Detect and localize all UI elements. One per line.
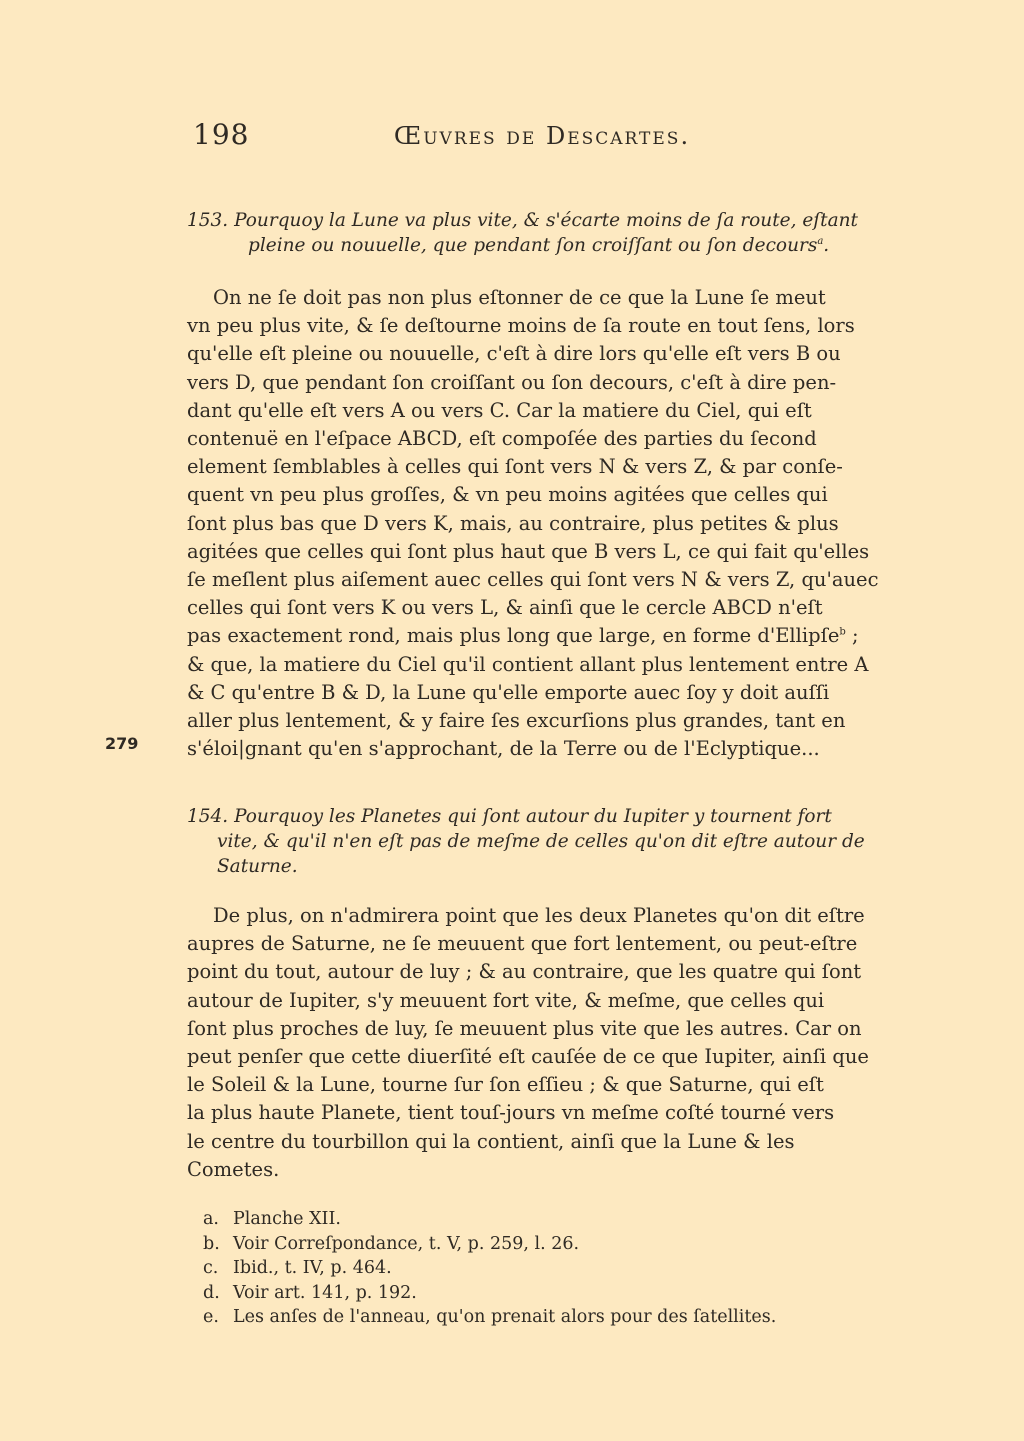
body-line: aupres de Saturne, ne ſe meuuent que fort lentement, ou peut-eſtre — [187, 932, 858, 956]
body-line: autour de Iupiter, s'y meuuent fort vite, & meſme, que celles qui — [187, 988, 825, 1012]
footnote-item: b. Voir Correſpondance, t. V, p. 259, l. 26. — [203, 1233, 580, 1254]
body-line: dant qu'elle eſt vers A ou vers C. Car la matiere du Ciel, qui eſt — [187, 398, 812, 422]
body-line: le centre du tourbillon qui la contient, ainſi que la Lune & les — [187, 1129, 795, 1153]
body-line: vn peu plus vite, & ſe deſtourne moins de ſa route en tout ſens, lors — [187, 314, 855, 338]
page-header — [187, 118, 897, 158]
body-line: element ſemblables à celles qui ſont vers N & vers Z, & par conſe- — [187, 455, 843, 479]
body-line: ſont plus bas que D vers K, mais, au contraire, plus petites & plus — [187, 511, 839, 535]
page-number: 198 — [193, 118, 250, 151]
body-line: le Soleil & la Lune, tourne ſur ſon eſſieu ; & que Saturne, qui eſt — [187, 1073, 824, 1097]
body-line: & C qu'entre B & D, la Lune qu'elle emporte auec ſoy y doit auſſi — [187, 680, 830, 704]
body-line: aller plus lentement, & y faire ſes excurſions plus grandes, tant en — [187, 709, 846, 733]
footnote-item: e. Les anſes de l'anneau, qu'on prenait alors pour des ſatellites. — [203, 1307, 777, 1327]
section-154-heading-line1: Pourquoy les Planetes qui ſont autour du Iupiter y tournent fort — [234, 806, 832, 827]
body-line: s'éloi|gnant qu'en s'approchant, de la Terre ou de l'Eclyptique... — [187, 737, 820, 761]
body-line: la plus haute Planete, tient touſ-jours vn meſme coſté tourné vers — [187, 1101, 835, 1125]
body-line: ſont plus proches de luy, ſe meuuent plus vite que les autres. Car on — [187, 1016, 862, 1040]
section-153-heading: 153. Pourquoy la Lune va plus vite, & s'écarte moins de ſa route, eſtant pleine ou nouuelle, que pendant ſon croiſſant ou ſon decours$^a$. — [187, 210, 858, 256]
body-line: De plus, on n'admirera point que les deux Planetes qu'on dit eſtre — [213, 904, 865, 927]
body-line: celles qui ſont vers K ou vers L, & ainſi que le cercle ABCD n'eſt — [187, 596, 823, 620]
body-line: ſe meſlent plus aiſement auec celles qui ſont vers N & vers Z, qu'auec — [187, 568, 879, 592]
body-line: contenuë en l'eſpace ABCD, eſt compoſée des parties du ſecond — [187, 427, 817, 451]
running-title: Œuvres de Descartes. — [393, 122, 691, 150]
section-154-heading-line3: Saturne. — [217, 856, 298, 877]
body-line: qu'elle eſt pleine ou nouuelle, c'eſt à dire lors qu'elle eſt vers B ou — [187, 342, 841, 366]
section-154-body — [187, 902, 899, 1184]
body-line: vers D, que pendant ſon croiſſant ou ſon decours, c'eſt à dire pen- — [187, 370, 837, 394]
footnotes — [203, 1207, 903, 1330]
body-line: Cometes. — [187, 1157, 280, 1181]
section-154-number: 154. — [187, 806, 229, 827]
section-153-body — [187, 284, 899, 763]
footnote-item: c. Ibid., t. IV, p. 464. — [203, 1258, 392, 1278]
body-line: agitées que celles qui ſont plus haut que B vers L, ce qui fait qu'elles — [187, 539, 870, 563]
body-line: quent vn peu plus groſſes, & vn peu moins agitées que celles qui — [187, 483, 828, 507]
section-154-heading-line2: vite, & qu'il n'en eſt pas de meſme de celles qu'on dit eſtre autour de — [217, 831, 865, 852]
footnote-ref-a: a — [817, 235, 824, 247]
section-153-heading-line2: pleine ou nouuelle, que pendant ſon croiſſant ou ſon decours — [248, 235, 818, 256]
body-line: On ne ſe doit pas non plus eſtonner de ce que la Lune ſe meut — [213, 286, 826, 309]
body-line: peut penſer que cette diuerſité eſt cauſée de ce que Iupiter, ainſi que — [187, 1045, 869, 1069]
section-154-heading — [187, 804, 899, 879]
body-line: point du tout, autour de luy ; & au contraire, que les quatre qui ſont — [187, 960, 862, 984]
footnote-item: a. Planche XII. — [203, 1209, 341, 1229]
body-line: pas exactement rond, mais plus long que large, en forme d'Ellipſe$^b$ ; — [187, 624, 859, 648]
section-153-heading-line1: Pourquoy la Lune va plus vite, & s'écarte moins de ſa route, eſtant — [234, 210, 858, 231]
margin-page-number: 279 — [105, 734, 139, 753]
footnote-ref-b: b — [839, 626, 846, 638]
footnote-item: d. Voir art. 141, p. 192. — [203, 1282, 417, 1303]
section-153-number: 153. — [187, 210, 229, 231]
body-line: & que, la matiere du Ciel qu'il contient allant plus lentement entre A — [187, 652, 869, 676]
